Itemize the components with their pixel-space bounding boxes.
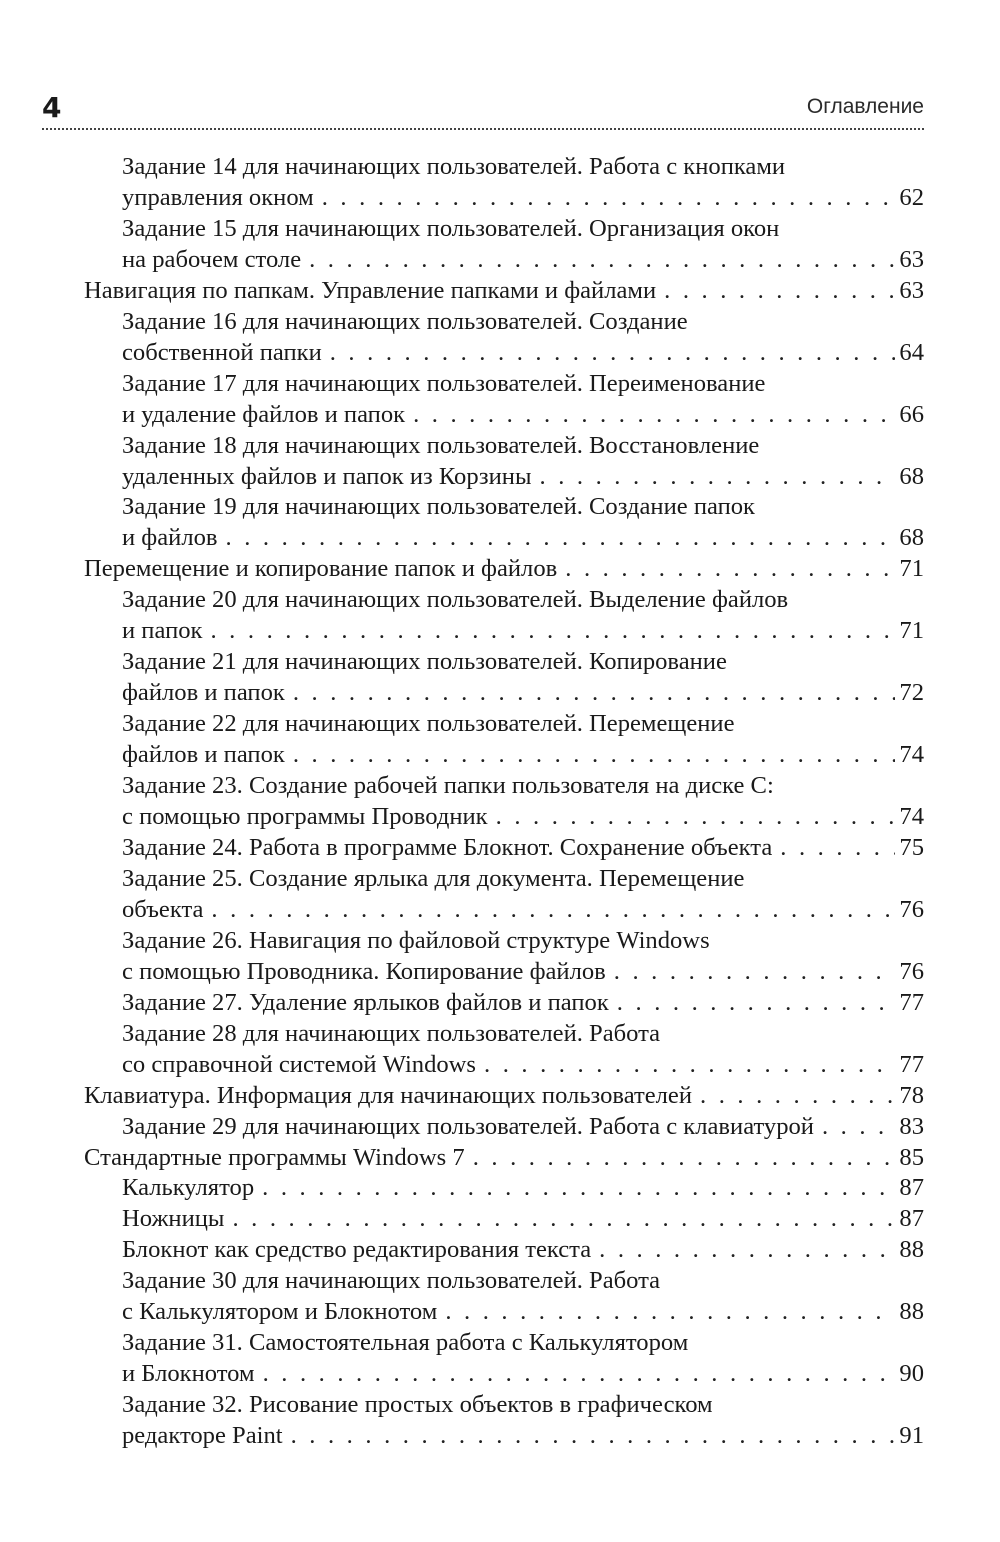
toc-subentry	[84, 833, 924, 864]
toc-entry-title-line: собственной папки	[122, 338, 322, 366]
toc-entry-title-line: редакторе Paint	[122, 1422, 283, 1450]
toc-subentry	[84, 431, 924, 493]
toc-entry-title-line: Задание 23. Создание рабочей папки пользователя на диске С:	[122, 772, 774, 800]
toc-entry-last-line	[122, 183, 924, 214]
dot-leader	[413, 400, 895, 431]
toc-entry-title-line: Задание 20 для начинающих пользователей. Выделение файлов	[122, 586, 789, 614]
toc-entry-last-line	[84, 1143, 924, 1174]
toc-page-number: 66	[899, 400, 924, 428]
dot-leader	[322, 183, 896, 214]
table-of-contents	[84, 152, 924, 1452]
toc-entry-title-line: со справочной системой Windows	[122, 1050, 477, 1078]
toc-entry-last-line	[122, 1173, 924, 1204]
toc-subentry	[84, 1204, 924, 1235]
toc-entry-title-line: и удаление файлов и папок	[122, 400, 406, 428]
dot-leader	[496, 802, 896, 833]
dot-leader	[262, 1173, 895, 1204]
toc-page-number: 71	[899, 617, 924, 645]
toc-section-entry	[84, 1081, 924, 1112]
toc-page-number: 72	[899, 679, 924, 707]
toc-entry-title-line: Клавиатура. Информация для начинающих пользователей	[84, 1081, 692, 1109]
toc-page-number: 74	[899, 803, 924, 831]
toc-page-number: 77	[899, 1050, 924, 1078]
toc-entry-last-line	[122, 957, 924, 988]
toc-subentry	[84, 1390, 924, 1452]
toc-entry-title-line: Задание 27. Удаление ярлыков файлов и папок	[122, 988, 609, 1016]
toc-entry-title-line: и папок	[122, 617, 203, 645]
toc-entry-last-line	[122, 1297, 924, 1328]
page-number: 4	[42, 91, 62, 124]
toc-entry-title-line: Блокнот как средство редактирования текста	[122, 1236, 592, 1264]
toc-entry-last-line	[122, 1421, 924, 1452]
toc-entry-last-line	[84, 554, 924, 585]
dot-leader	[293, 740, 896, 771]
toc-subentry	[84, 647, 924, 709]
toc-subentry	[84, 1019, 924, 1081]
toc-page-number: 76	[899, 895, 924, 923]
toc-subentry	[84, 1266, 924, 1328]
toc-subentry	[84, 1235, 924, 1266]
toc-subentry	[84, 585, 924, 647]
toc-entry-title-line: управления окном	[122, 183, 314, 211]
dot-leader	[232, 1204, 895, 1235]
toc-entry-title-line: файлов и папок	[122, 741, 285, 769]
toc-subentry	[84, 988, 924, 1019]
toc-subentry	[84, 1112, 924, 1143]
toc-entry-last-line	[122, 523, 924, 554]
toc-entry-last-line	[122, 400, 924, 431]
dot-leader	[614, 957, 896, 988]
toc-entry-title-line: Задание 26. Навигация по файловой структуре Windows	[122, 926, 710, 954]
toc-entry-title-line: Задание 17 для начинающих пользователей. Переименование	[122, 369, 766, 397]
page-header	[42, 92, 924, 132]
dot-leader	[473, 1143, 896, 1174]
toc-entry-title-line: удаленных файлов и папок из Корзины	[122, 462, 532, 490]
toc-subentry	[84, 152, 924, 214]
toc-entry-title-line: Задание 31. Самостоятельная работа с Калькулятором	[122, 1329, 689, 1357]
toc-entry-last-line	[122, 1050, 924, 1081]
toc-page-number: 77	[899, 988, 924, 1016]
toc-subentry	[84, 492, 924, 554]
toc-page-number: 63	[899, 276, 924, 304]
toc-entry-last-line	[122, 988, 924, 1019]
toc-entry-last-line	[122, 833, 924, 864]
toc-subentry	[84, 926, 924, 988]
toc-subentry	[84, 307, 924, 369]
dot-leader	[780, 833, 895, 864]
toc-entry-title-line: с Калькулятором и Блокнотом	[122, 1298, 438, 1326]
toc-page-number: 83	[899, 1112, 924, 1140]
toc-entry-title-line: Задание 15 для начинающих пользователей. Организация окон	[122, 214, 780, 242]
toc-entry-title-line: Стандартные программы Windows 7	[84, 1143, 465, 1171]
toc-entry-title-line: Задание 32. Рисование простых объектов в графическом	[122, 1391, 713, 1419]
toc-entry-title-line: Задание 18 для начинающих пользователей. Восстановление	[122, 431, 760, 459]
dot-leader	[291, 1421, 896, 1452]
toc-subentry	[84, 1173, 924, 1204]
toc-subentry	[84, 369, 924, 431]
dot-leader	[309, 245, 895, 276]
toc-entry-last-line	[122, 678, 924, 709]
toc-entry-title-line: Задание 22 для начинающих пользователей. Перемещение	[122, 710, 735, 738]
toc-page-number: 74	[899, 741, 924, 769]
toc-page-number: 68	[899, 524, 924, 552]
toc-entry-title-line: Задание 29 для начинающих пользователей. Работа с клавиатурой	[122, 1112, 814, 1140]
toc-entry-last-line	[122, 802, 924, 833]
toc-entry-title-line: Перемещение и копирование папок и файлов	[84, 555, 558, 583]
toc-entry-title-line: Задание 24. Работа в программе Блокнот. Сохранение объекта	[122, 833, 773, 861]
dot-leader	[211, 895, 895, 926]
toc-entry-title-line: и Блокнотом	[122, 1360, 255, 1388]
dot-leader	[445, 1297, 895, 1328]
toc-page-number: 88	[899, 1236, 924, 1264]
toc-entry-last-line	[122, 895, 924, 926]
toc-entry-last-line	[122, 245, 924, 276]
toc-entry-title-line: Калькулятор	[122, 1174, 255, 1202]
dot-leader	[210, 616, 895, 647]
toc-entry-title-line: Задание 19 для начинающих пользователей. Создание папок	[122, 493, 755, 521]
toc-subentry	[84, 1328, 924, 1390]
toc-entry-last-line	[122, 740, 924, 771]
toc-entry-title-line: с помощью программы Проводник	[122, 803, 488, 831]
toc-entry-last-line	[122, 1204, 924, 1235]
toc-page-number: 78	[899, 1081, 924, 1109]
toc-entry-title-line: с помощью Проводника. Копирование файлов	[122, 957, 606, 985]
toc-page-number: 63	[899, 245, 924, 273]
toc-subentry	[84, 771, 924, 833]
dot-leader	[330, 338, 896, 369]
toc-entry-title-line: Задание 28 для начинающих пользователей. Работа	[122, 1019, 661, 1047]
toc-entry-title-line: и файлов	[122, 524, 218, 552]
dot-leader	[540, 462, 896, 493]
toc-page-number: 62	[899, 183, 924, 211]
dot-leader	[293, 678, 896, 709]
toc-entry-last-line	[84, 1081, 924, 1112]
dot-leader	[226, 523, 896, 554]
toc-section-entry	[84, 1143, 924, 1174]
dot-leader	[599, 1235, 895, 1266]
toc-subentry	[84, 214, 924, 276]
toc-entry-title-line: Задание 25. Создание ярлыка для документа. Перемещение	[122, 864, 745, 892]
toc-page-number: 87	[899, 1205, 924, 1233]
toc-page-number: 85	[899, 1143, 924, 1171]
toc-entry-last-line	[122, 1235, 924, 1266]
toc-subentry	[84, 864, 924, 926]
toc-entry-last-line	[122, 616, 924, 647]
toc-page-number: 64	[899, 338, 924, 366]
toc-entry-last-line	[122, 1112, 924, 1143]
toc-page-number: 91	[899, 1422, 924, 1450]
toc-entry-title-line: на рабочем столе	[122, 245, 302, 273]
toc-subentry	[84, 709, 924, 771]
dot-leader	[263, 1359, 896, 1390]
toc-entry-title-line: Задание 21 для начинающих пользователей. Копирование	[122, 648, 727, 676]
toc-page-number: 71	[899, 555, 924, 583]
toc-entry-last-line	[84, 276, 924, 307]
header-dotted-rule	[42, 128, 924, 130]
toc-entry-title-line: объекта	[122, 895, 204, 923]
toc-entry-last-line	[122, 1359, 924, 1390]
dot-leader	[617, 988, 896, 1019]
toc-entry-last-line	[122, 338, 924, 369]
toc-page-number: 75	[899, 833, 924, 861]
running-title: Оглавление	[806, 95, 924, 118]
toc-page-number: 76	[899, 957, 924, 985]
toc-section-entry	[84, 276, 924, 307]
toc-page-number: 88	[899, 1298, 924, 1326]
toc-entry-last-line	[122, 462, 924, 493]
toc-entry-title-line: Навигация по папкам. Управление папками и файлами	[84, 276, 657, 304]
dot-leader	[700, 1081, 895, 1112]
toc-entry-title-line: файлов и папок	[122, 679, 285, 707]
toc-entry-title-line: Задание 30 для начинающих пользователей. Работа	[122, 1267, 661, 1295]
toc-entry-title-line: Ножницы	[122, 1205, 225, 1233]
toc-entry-title-line: Задание 14 для начинающих пользователей. Работа с кнопками	[122, 153, 786, 180]
dot-leader	[664, 276, 895, 307]
toc-section-entry	[84, 554, 924, 585]
dot-leader	[565, 554, 895, 585]
toc-page-number: 68	[899, 462, 924, 490]
dot-leader	[822, 1112, 895, 1143]
toc-entry-title-line: Задание 16 для начинающих пользователей. Создание	[122, 307, 688, 335]
toc-page-number: 87	[899, 1174, 924, 1202]
toc-page-number: 90	[899, 1360, 924, 1388]
dot-leader	[484, 1050, 895, 1081]
